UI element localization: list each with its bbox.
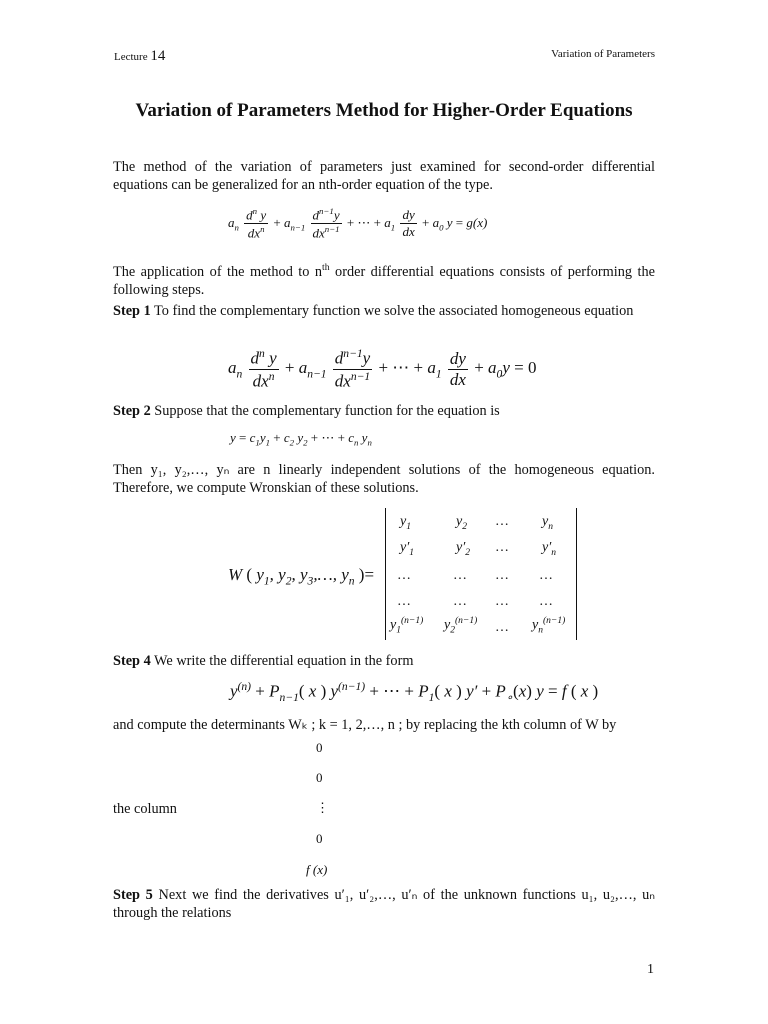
- homogeneous-equation: $a_n$ $\frac{d^n y}{dx^n}$ + $a_{n-1}$ $\frac{d^{n-1}y}{dx^{n-1}}$ + ⋯ + $a_1$ $\frac{dy}{dx}$ + $a_0y = 0$: [228, 347, 537, 391]
- step2-paragraph: Step 2 Suppose that the complementary function for the equation is: [113, 403, 500, 419]
- standard-form-equation: $y^{(n)} + P_{n-1}$( x ) $y^{(n-1)}$ + ⋯ + $P_1$( x ) $y' + P_\circ(x) y = f$ ( x ): [230, 680, 599, 705]
- column-entry: ⋮: [316, 800, 329, 815]
- column-entry: 0: [316, 831, 323, 846]
- step2-label: Step 2: [113, 403, 151, 419]
- the-column-label: the column: [113, 801, 177, 817]
- lecture-number: 14: [150, 48, 166, 64]
- step1-label: Step 1: [113, 303, 151, 319]
- column-entry: 0: [316, 740, 323, 755]
- page-number: 1: [647, 962, 654, 977]
- intro-paragraph: The method of the variation of parameters just examined for second-order differential equations can be generalized for an nth-order equation of the type.: [113, 159, 655, 193]
- determinants-paragraph: and compute the determinants Wₖ ; k = 1, 2,…, n ; by replacing the kth column of W by: [113, 717, 617, 733]
- application-paragraph: The application of the method to $n^{th}$ order differential equations consists of performing the following steps.: [113, 262, 655, 298]
- step5-paragraph: Step 5 Next we find the derivatives u′₁, u′₂,…, u′ₙ of the unknown functions u₁, u₂,…, uₙ through the relations: [113, 887, 655, 921]
- step4-label: Step 4: [113, 653, 151, 669]
- complementary-function: $y = c_1y_1 + c_2$ $y_2$ + ⋯ + $c_n$ $y_n$: [230, 430, 372, 448]
- then-paragraph: Then y₁, y₂,…, yₙ are n linearly independent solutions of the homogeneous equation. Therefore, we compute Wronskian of these solutions.: [113, 462, 655, 496]
- nth-order-equation: $a_n$ $\frac{d^n y}{dx^n}$ + $a_{n-1}$ $\frac{d^{n-1}y}{dx^{n-1}}$ + ⋯ + $a_1$ $\frac{dy}{dx}$ + $a_0$ y = g(x): [228, 206, 488, 241]
- page-title: Variation of Parameters Method for Higher-Order Equations: [135, 100, 633, 121]
- step5-label: Step 5: [113, 887, 153, 903]
- column-entry: 0: [316, 770, 323, 785]
- step4-paragraph: Step 4 We write the differential equation in the form: [113, 653, 414, 669]
- column-entry-fx: f (x): [306, 862, 328, 877]
- lecture-label: Lecture 14: [114, 48, 166, 64]
- wronskian-lhs: W ( $y_1$, $y_2$, $y_3,\dots$, $y_n$ )=: [228, 565, 375, 588]
- wronskian-matrix: $y_1$ $y_2$ … $y_n$ $y'_1$ $y'_2$ … $y'_n$ … … … … … … … … $y_1^{(n-1)}$ $y_2^{(n-1)}$ … $y_n^{(n-1)}$: [385, 508, 577, 640]
- step1-paragraph: Step 1 To find the complementary function we solve the associated homogeneous equation: [113, 303, 634, 319]
- page-topic: Variation of Parameters: [551, 48, 655, 60]
